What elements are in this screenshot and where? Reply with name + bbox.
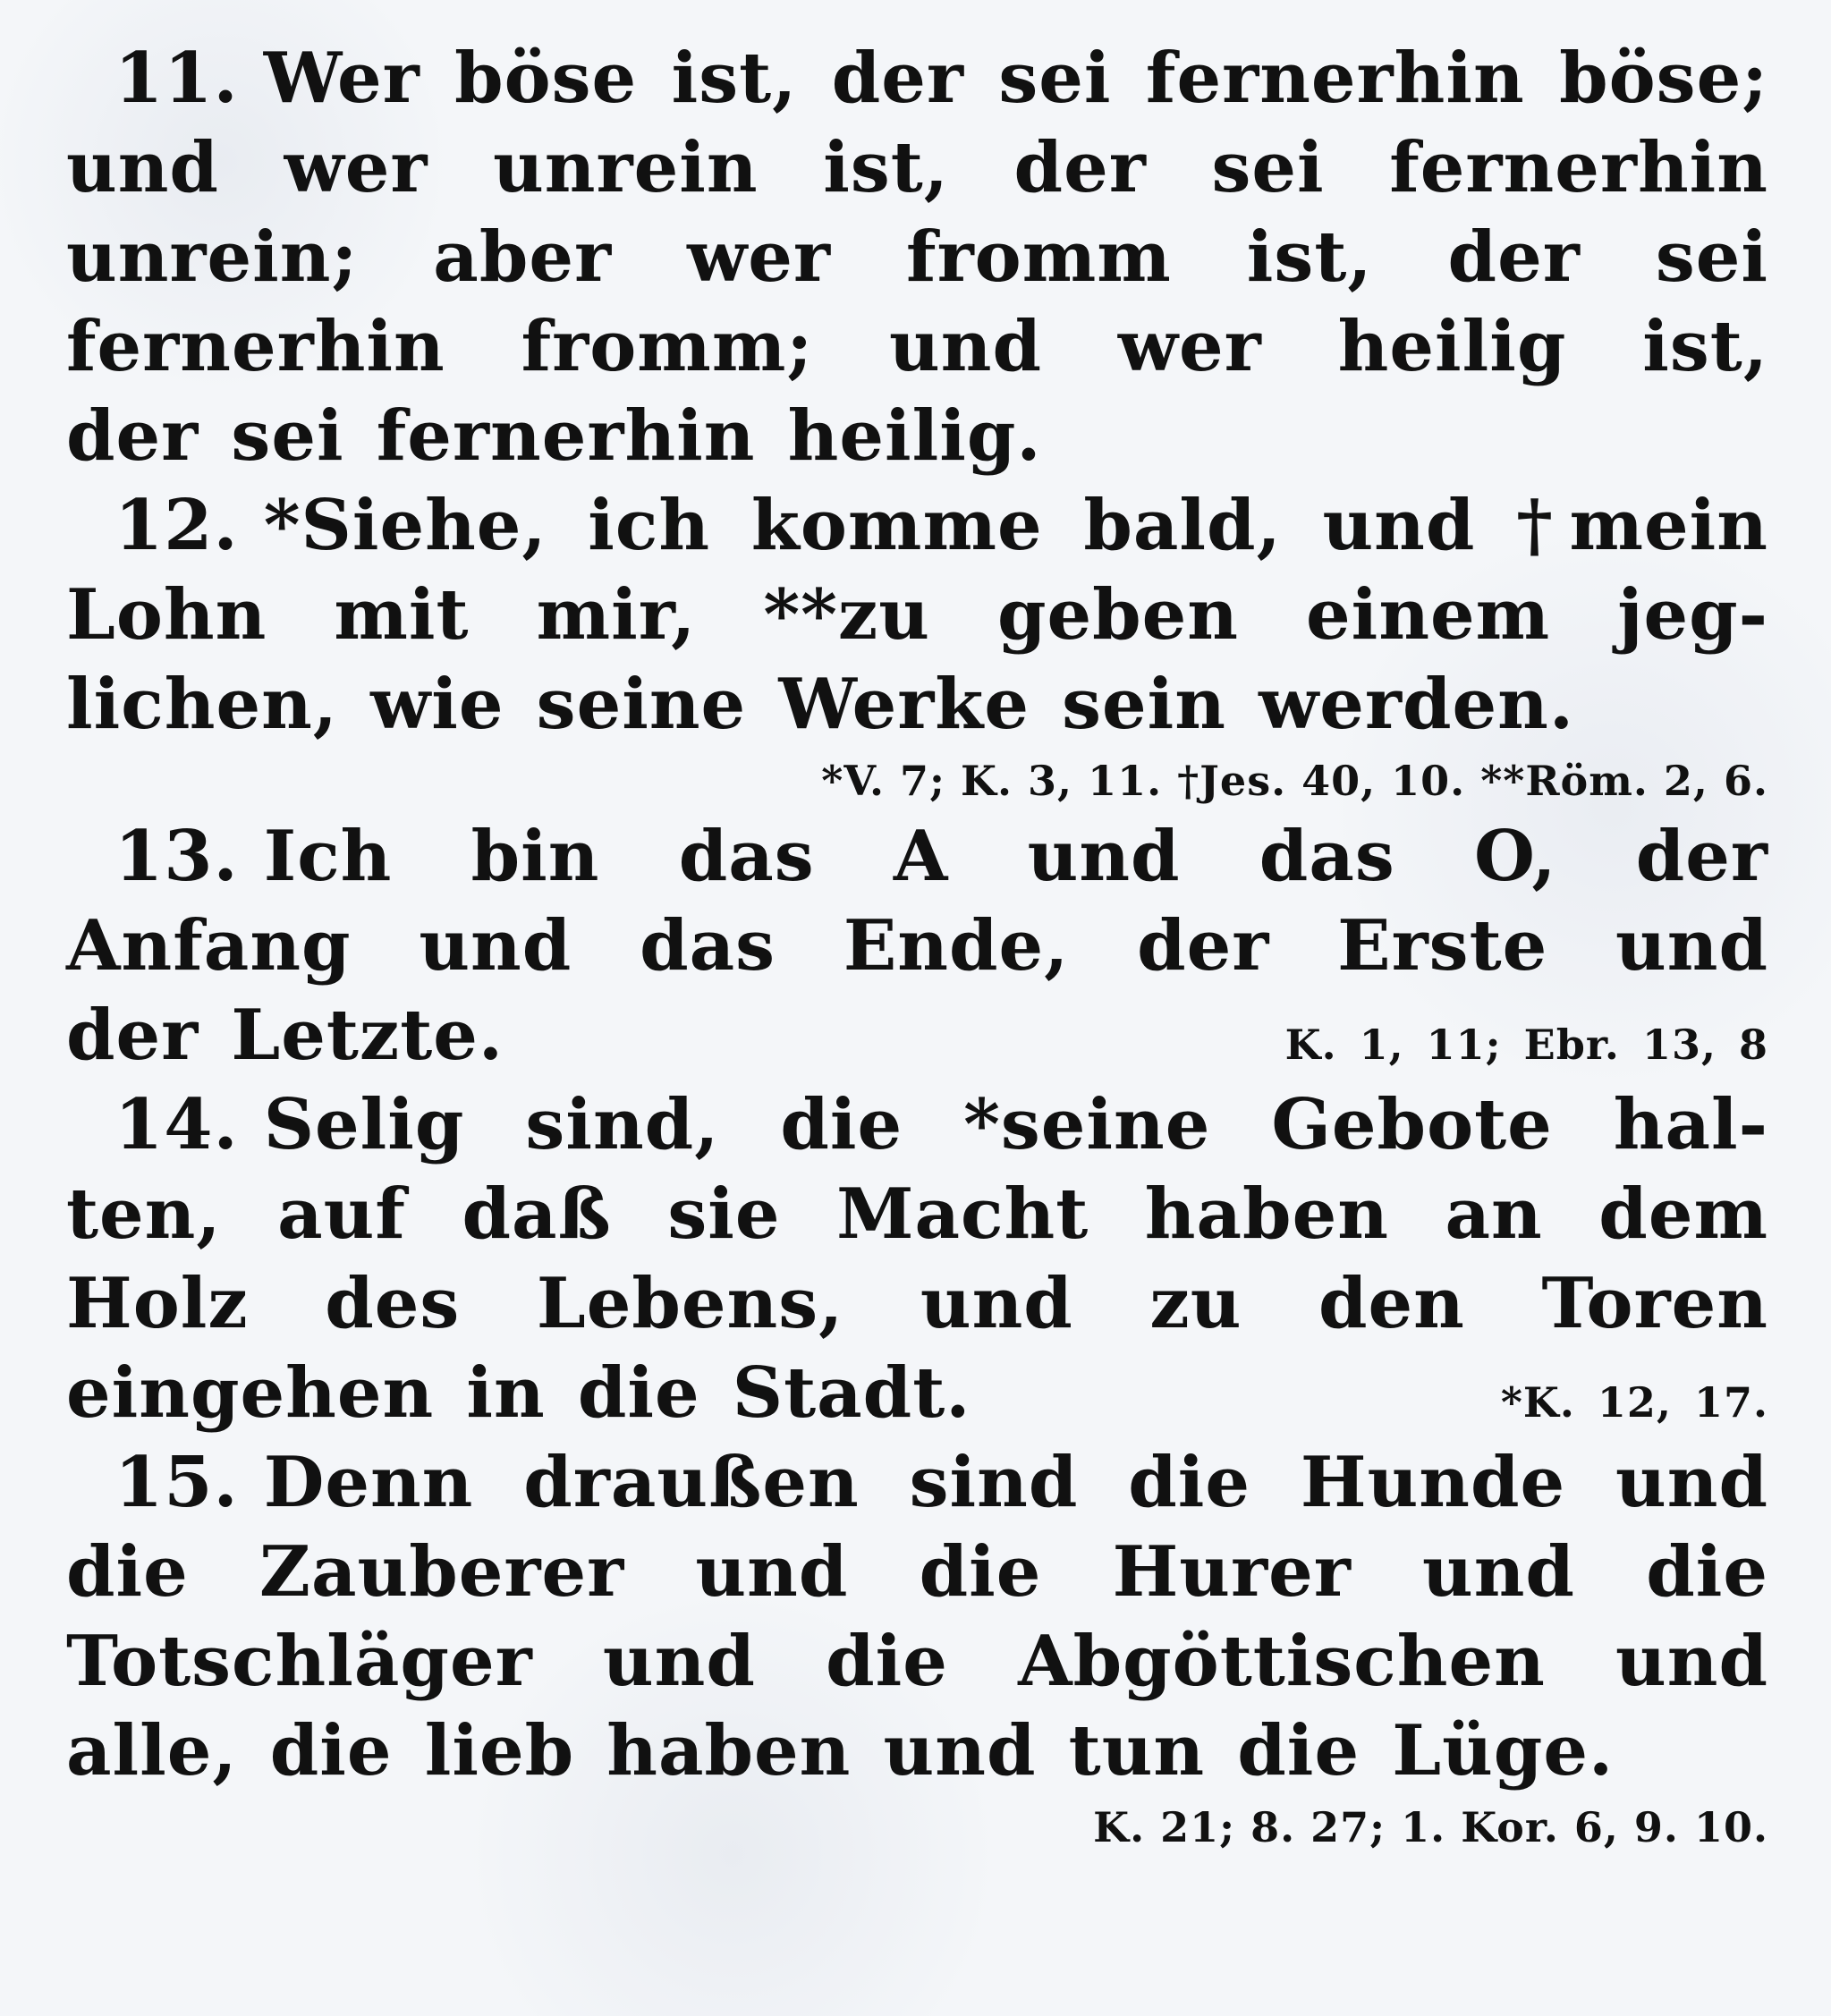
verse-text: Lohn mit mir, **zu geben einem jeg-: [66, 574, 1768, 656]
verse-number: 13.: [114, 816, 239, 897]
verse-number: 14.: [114, 1084, 239, 1165]
verse-text: ten, auf daß sie Macht haben an dem: [66, 1173, 1768, 1255]
verse-line: [66, 213, 1768, 302]
cross-reference: *K. 12, 17.: [1500, 1378, 1768, 1427]
verse-line: [66, 34, 1768, 123]
verse-text: Anfang und das Ende, der Erste und: [66, 905, 1768, 987]
verse: [66, 481, 1768, 812]
verse-line: [66, 1080, 1768, 1170]
verse-text: alle, die lieb haben und tun die Lüge.: [66, 1710, 1615, 1792]
verse-number: 11.: [114, 38, 239, 119]
verse-text: *Siehe, ich komme bald, und †mein: [263, 485, 1768, 566]
verse: [66, 34, 1768, 481]
verse-text: der sei fernerhin heilig.: [66, 395, 1042, 477]
verse-text: Totschläger und die Abgöttischen und: [66, 1621, 1768, 1702]
verse-line: [66, 1617, 1768, 1707]
verse-line: [66, 302, 1768, 392]
verse-number: 12.: [114, 485, 239, 566]
verse-text: und wer unrein ist, der sei fernerhin: [66, 127, 1768, 208]
verse-line: [66, 481, 1768, 571]
verse-text: eingehen in die Stadt.: [66, 1352, 971, 1434]
verse-line: [66, 902, 1768, 991]
verse-text: Wer böse ist, der sei fernerhin böse;: [263, 38, 1768, 119]
cross-reference-line: *V. 7; K. 3, 11. †Jes. 40, 10. **Röm. 2, 6.: [821, 757, 1768, 805]
verse: [66, 1080, 1768, 1438]
verse: [66, 812, 1768, 1080]
verse-line: [66, 1259, 1768, 1349]
verse-line: [66, 1438, 1768, 1528]
verse-line: [66, 812, 1768, 902]
verse-line: [66, 1707, 1768, 1796]
verse-text: der Letzte.: [66, 995, 504, 1076]
verse-line: [66, 1170, 1768, 1259]
verse-line: [66, 1349, 1768, 1438]
verse-line: [66, 1528, 1768, 1617]
verse-text: Holz des Lebens, und zu den Toren: [66, 1263, 1768, 1344]
verse-line: [66, 123, 1768, 213]
verse-line: [66, 571, 1768, 660]
verse-list: [66, 34, 1768, 1859]
verse-line: [66, 660, 1768, 750]
verse-text: Selig sind, die *seine Gebote hal-: [263, 1084, 1768, 1165]
verse-line: [66, 991, 1768, 1080]
verse-line: [66, 392, 1768, 481]
verse-text: Ich bin das A und das O, der: [263, 816, 1768, 897]
cross-reference: K. 1, 11; Ebr. 13, 8: [1284, 1021, 1768, 1069]
cross-reference-line: K. 21; 8. 27; 1. Kor. 6, 9. 10.: [1093, 1803, 1768, 1851]
verse-text: lichen, wie seine Werke sein werden.: [66, 664, 1575, 745]
verse-number: 15.: [114, 1442, 239, 1523]
verse-text: Denn draußen sind die Hunde und: [263, 1442, 1768, 1523]
verse: [66, 1438, 1768, 1859]
verse-text: fernerhin fromm; und wer heilig ist,: [66, 306, 1768, 387]
verse-text: die Zauberer und die Hurer und die: [66, 1531, 1768, 1613]
verse-text: unrein; aber wer fromm ist, der sei: [66, 216, 1768, 298]
